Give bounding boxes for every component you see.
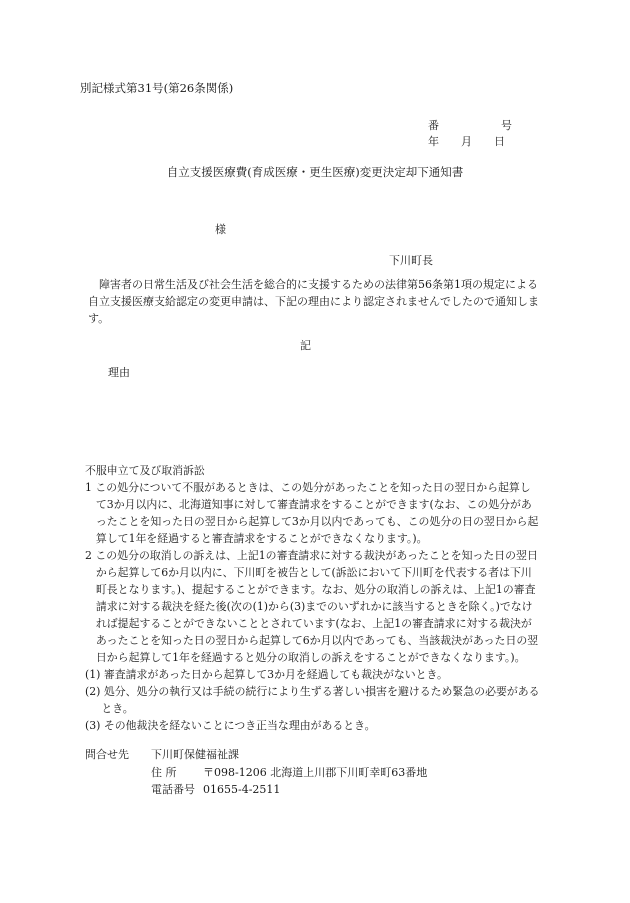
form-number: 別記様式第31号(第26条関係) <box>80 81 234 95</box>
contact-address-row <box>85 764 427 782</box>
contact-label: 問合せ先 <box>85 748 129 761</box>
appeal-sub-1: (1) 審査請求があった日から起算して3か月を経過しても裁決がないとき。 <box>85 668 448 681</box>
phone-value: 01655-4-2511 <box>203 783 281 796</box>
phone-label: 電話番号 <box>151 783 195 796</box>
appeal-section <box>85 462 540 734</box>
address-label: 住 所 <box>151 765 177 779</box>
reference-number <box>428 117 512 133</box>
ref-go: 号 <box>501 119 512 132</box>
notice-body <box>88 276 540 328</box>
appeal-sub-3: (3) その他裁決を経ないことにつき正当な理由があるとき。 <box>85 719 376 732</box>
date-day: 日 <box>494 135 505 148</box>
ref-ban: 番 <box>428 119 439 132</box>
issuer: 下川町長 <box>389 254 433 267</box>
appeal-heading: 不服申立て及び取消訴訟 <box>85 464 205 477</box>
document-title: 自立支援医療費(育成医療・更生医療)変更決定却下通知書 <box>166 165 464 179</box>
reason-label: 理由 <box>108 366 130 379</box>
contact-dept-row <box>85 746 427 764</box>
issue-date <box>428 133 505 149</box>
ki-heading: 記 <box>300 339 311 352</box>
notice-paragraph: 障害者の日常生活及び社会生活を総合的に支援するための法律第56条第1項の規定による自立支援医療支給認定の変更申請は、下記の理由により認定されませんでしたので通知します。 <box>88 278 539 326</box>
appeal-sub-2: (2) 処分、処分の執行又は手続の続行により生ずる著しい損害を避けるため緊急の必要があるとき。 <box>85 685 540 715</box>
contact-phone-row <box>85 781 427 799</box>
address-value: 〒098-1206 北海道上川郡下川町幸町63番地 <box>203 765 428 779</box>
date-year: 年 <box>428 135 439 148</box>
addressee: 様 <box>215 223 226 236</box>
appeal-item-1: 1 この処分について不服があるときは、この処分があったことを知った日の翌日から起算して3か月以内に、北海道知事に対して審査請求をすることができます(なお、この処分があったことを知った日の翌日から起算して3か月以内であっても、この処分の日の翌日から起算して1年を経過すると審査請求をすることができなくなります。)。 <box>85 481 539 545</box>
appeal-item-2: 2 この処分の取消しの訴えは、上記1の審査請求に対する裁決があったことを知った日の翌日から起算して6か月以内に、下川町を被告として(訴訟において下川町を代表する者は下川町長となります。)、提起することができます。なお、処分の取消しの訴えは、上記1の審査請求に対する裁決を経た後(次の(1)から(3)までのいずれかに該当するときを除く。)でなければ提起することができないこととされています(なお、上記1の審査請求に対する裁決があったことを知った日の翌日から起算して6か月以内であっても、当該裁決があった日の翌日から起算して1年を経過すると処分の取消しの訴えをすることができなくなります。)。 <box>85 549 539 664</box>
date-month: 月 <box>461 135 472 148</box>
contact-info <box>85 746 427 799</box>
contact-dept: 下川町保健福祉課 <box>151 748 239 761</box>
